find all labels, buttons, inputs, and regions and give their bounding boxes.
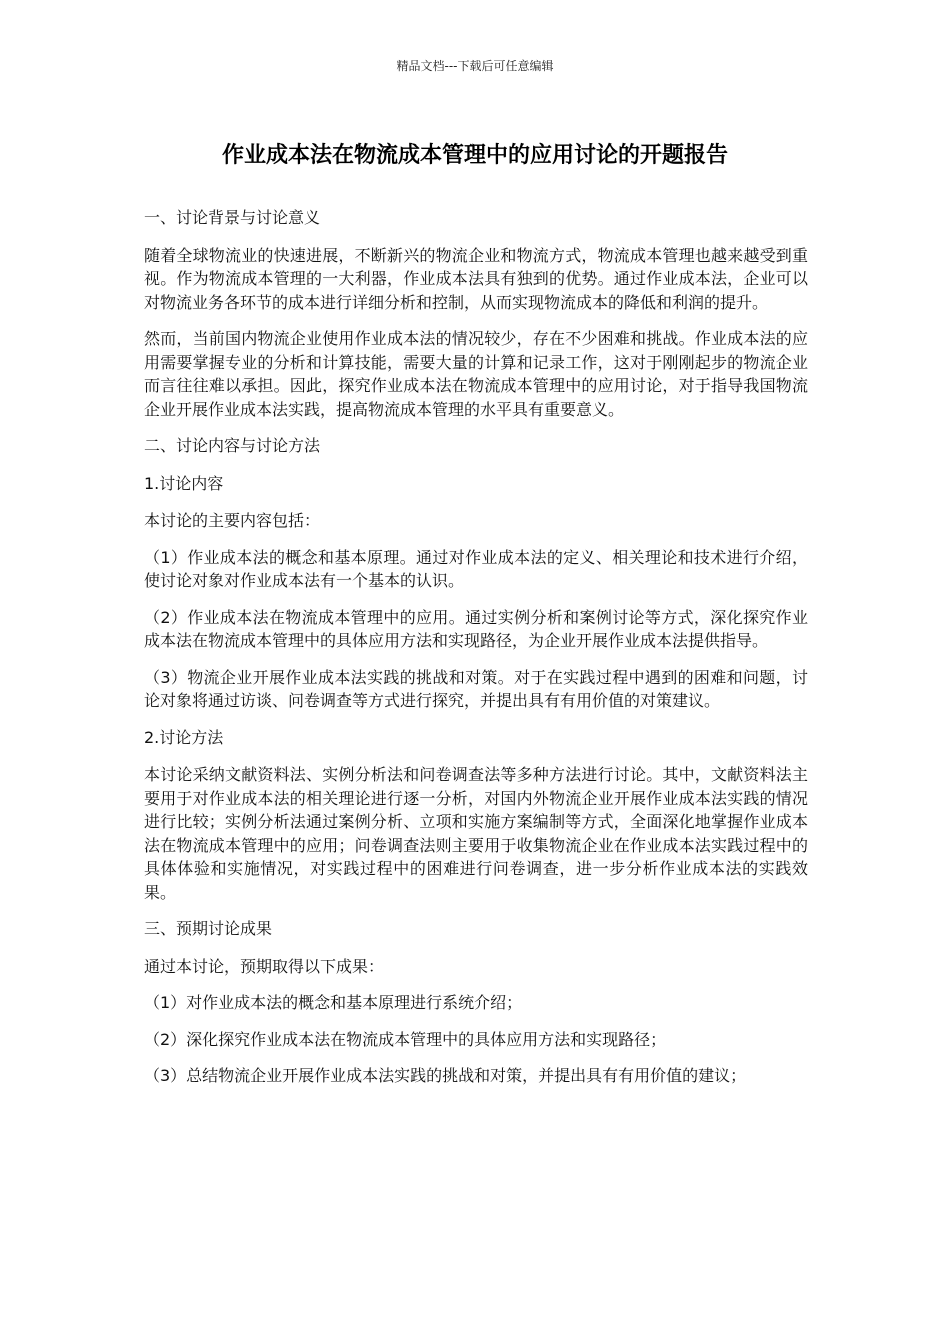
list-item-content-3: （3）物流企业开展作业成本法实践的挑战和对策。对于在实践过程中遇到的困难和问题，讨论对象将通过访谈、问卷调查等方式进行探究，并提出具有有用价值的对策建议。 [144, 667, 808, 710]
document-body [144, 206, 808, 1101]
paragraph-background-2: 然而，当前国内物流企业使用作业成本法的情况较少，存在不少困难和挑战。作业成本法的应用需要掌握专业的分析和计算技能，需要大量的计算和记录工作，这对于刚刚起步的物流企业而言往往难以承担。因此，探究作业成本法在物流成本管理中的应用讨论，对于指导我国物流企业开展作业成本法实践，提高物流成本管理的水平具有重要意义。 [144, 329, 808, 419]
subheading-method: 2.讨论方法 [144, 727, 224, 747]
paragraph-content-intro: 本讨论的主要内容包括： [144, 511, 321, 530]
list-item-result-2: （2）深化探究作业成本法在物流成本管理中的具体应用方法和实现路径； [144, 1029, 667, 1049]
paragraph-results-intro: 通过本讨论，预期取得以下成果： [144, 956, 385, 976]
list-item-result-3: （3）总结物流企业开展作业成本法实践的挑战和对策，并提出具有有用价值的建议； [144, 1066, 747, 1085]
subheading-content: 1.讨论内容 [144, 473, 224, 493]
section-heading-expected-results: 三、预期讨论成果 [144, 919, 273, 938]
list-item-content-2: （2）作业成本法在物流成本管理中的应用。通过实例分析和案例讨论等方式，深化探究作业成本法在物流成本管理中的具体应用方法和实现路径，为企业开展作业成本法提供指导。 [144, 607, 808, 650]
section-heading-background: 一、讨论背景与讨论意义 [144, 208, 321, 227]
section-heading-content-method: 二、讨论内容与讨论方法 [144, 436, 321, 455]
paragraph-method: 本讨论采纳文献资料法、实例分析法和问卷调查法等多种方法进行讨论。其中，文献资料法主要用于对作业成本法的相关理论进行逐一分析，对国内外物流企业开展作业成本法实践的情况进行比较；实例分析法通过案例分析、立项和实施方案编制等方式，全面深化地掌握作业成本法在物流成本管理中的应用；问卷调查法则主要用于收集物流企业在作业成本法实践过程中的具体体验和实施情况，对实践过程中的困难进行问卷调查，进一步分析作业成本法的实践效果。 [144, 765, 808, 902]
header-note: 精品文档---下载后可任意编辑 [396, 59, 554, 73]
paragraph-background-1: 随着全球物流业的快速进展，不断新兴的物流企业和物流方式，物流成本管理也越来越受到重视。作为物流成本管理的一大利器，作业成本法具有独到的优势。通过作业成本法，企业可以对物流业务各环节的成本进行详细分析和控制，从而实现物流成本的降低和利润的提升。 [144, 245, 808, 312]
list-item-content-1: （1）作业成本法的概念和基本原理。通过对作业成本法的定义、相关理论和技术进行介绍，使讨论对象对作业成本法有一个基本的认识。 [144, 547, 808, 590]
document-title: 作业成本法在物流成本管理中的应用讨论的开题报告 [221, 143, 728, 168]
list-item-result-1: （1）对作业成本法的概念和基本原理进行系统介绍； [144, 993, 523, 1012]
